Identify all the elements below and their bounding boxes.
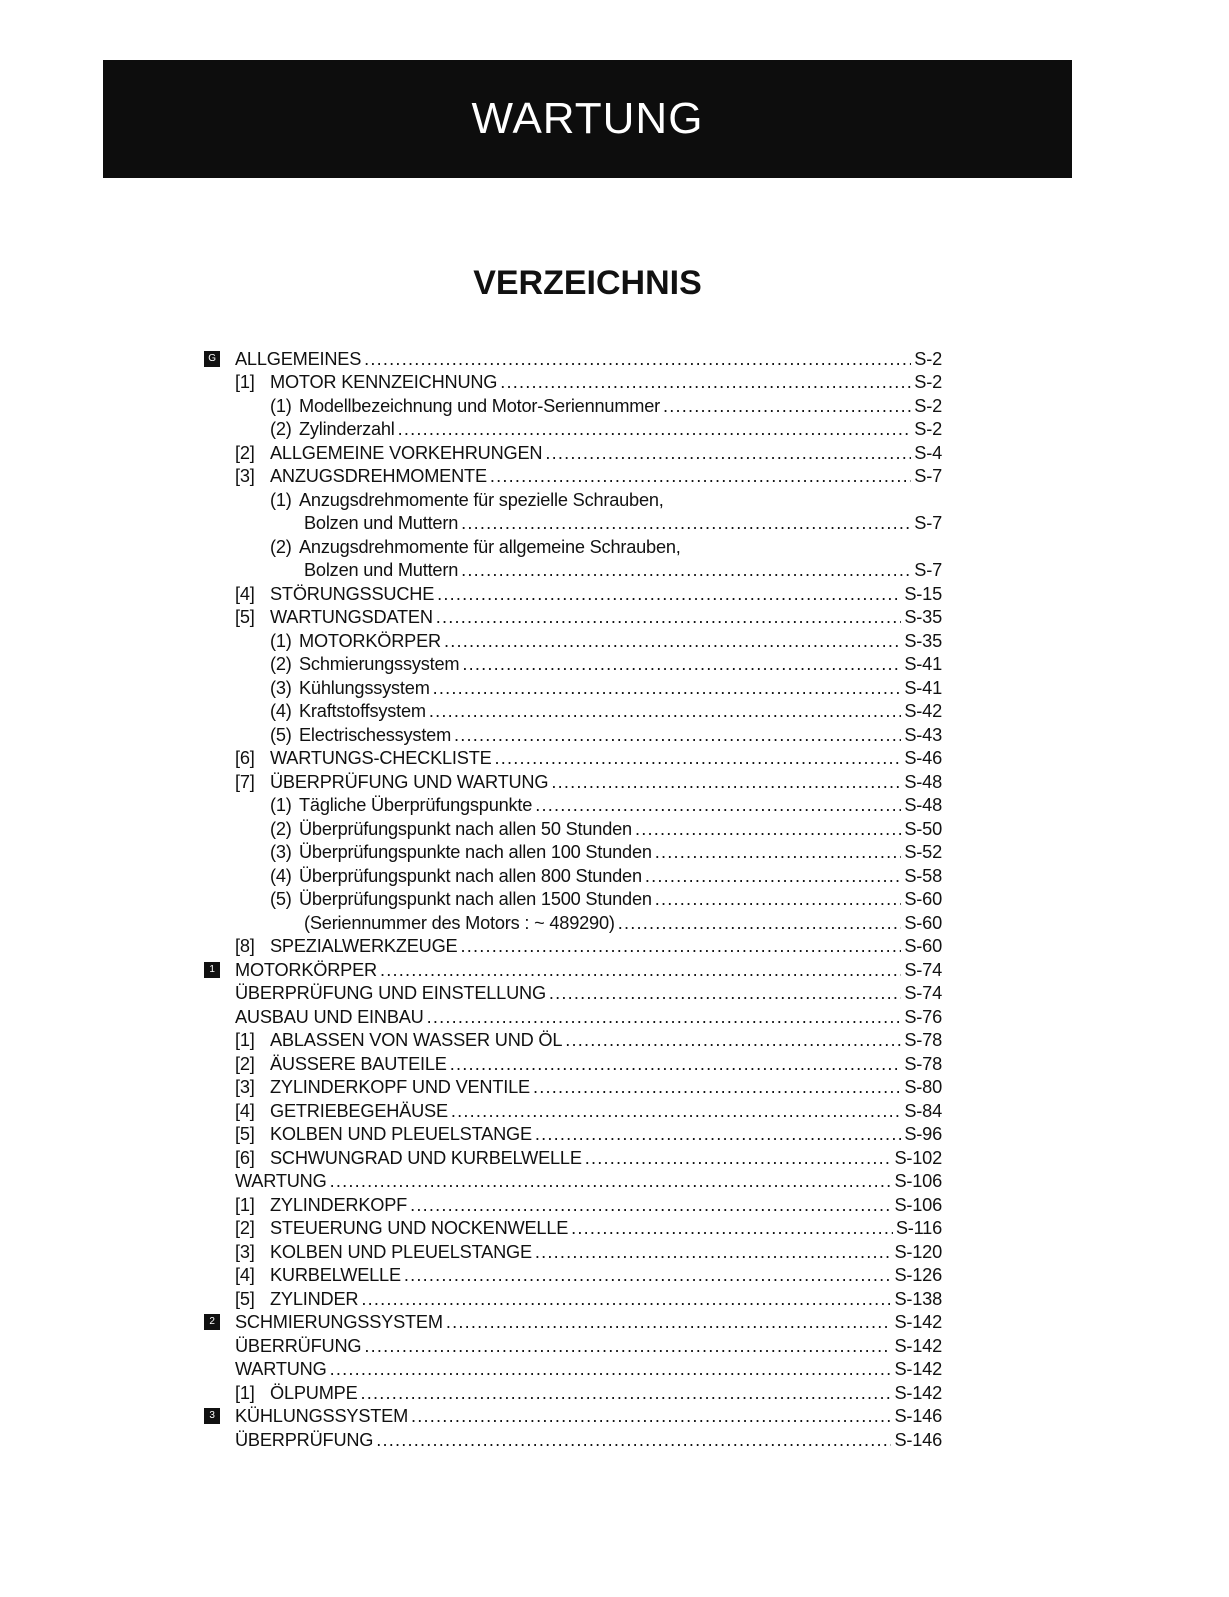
toc-entry-number: (1)	[270, 795, 292, 815]
dot-leader	[451, 1100, 901, 1122]
toc-entry-title: Überprüfungspunkt nach allen 1500 Stunden	[299, 889, 652, 909]
toc-entry	[200, 1380, 942, 1404]
toc-entry-title: ZYLINDERKOPF	[270, 1194, 408, 1215]
toc-entry-title: KURBELWELLE	[270, 1265, 401, 1285]
toc-entry	[200, 1075, 942, 1099]
dot-leader	[454, 724, 901, 746]
toc-entry	[200, 1333, 942, 1357]
toc-entry-number: [5]	[235, 607, 255, 627]
toc-entry-title: Bolzen und Muttern	[304, 560, 459, 580]
toc-entry-number: [3]	[235, 466, 255, 486]
toc-entry-title: ÖLPUMPE	[270, 1382, 358, 1403]
toc-entry	[200, 581, 942, 605]
toc-entry-page: S-142	[894, 1312, 942, 1332]
toc-entry-page: S-60	[904, 912, 942, 933]
toc-entry-page: S-80	[904, 1077, 942, 1097]
toc-entry-title: (Seriennummer des Motors : ~ 489290)	[304, 912, 615, 933]
toc-entry-page: S-76	[904, 1006, 942, 1027]
toc-entry-title: Bolzen und Muttern	[304, 513, 459, 533]
toc-entry	[200, 1357, 942, 1381]
toc-entry-title: WARTUNG	[235, 1359, 327, 1379]
dot-leader	[376, 1429, 891, 1451]
dot-leader	[495, 747, 902, 769]
dot-leader	[361, 1288, 891, 1310]
toc-entry-page: S-58	[904, 865, 942, 886]
dot-leader	[461, 512, 911, 534]
toc-entry-page: S-15	[904, 583, 942, 604]
dot-leader	[436, 606, 902, 628]
toc-entry-title: Schmierungssystem	[299, 654, 460, 674]
dot-leader	[461, 559, 911, 581]
toc-entry	[200, 346, 942, 370]
toc-entry-page: S-116	[895, 1218, 942, 1238]
toc-entry-number: (1)	[270, 395, 292, 416]
toc-entry-number: [1]	[235, 372, 255, 392]
toc-entry-title: ÜBERPRÜFUNG UND WARTUNG	[270, 771, 549, 792]
toc-entry-number: [5]	[235, 1288, 255, 1309]
toc-entry	[200, 605, 942, 629]
toc-entry-page: S-74	[904, 983, 942, 1003]
toc-entry	[200, 934, 942, 958]
toc-entry-page: S-120	[894, 1241, 942, 1262]
toc-entry-title: ÜBERPRÜFUNG UND EINSTELLUNG	[235, 983, 546, 1003]
toc-entry	[200, 769, 942, 793]
toc-entry-number: (1)	[270, 489, 292, 510]
toc-entry	[200, 910, 942, 934]
toc-entry-title: KÜHLUNGSSYSTEM	[235, 1406, 409, 1426]
toc-entry-page: S-78	[904, 1053, 942, 1074]
toc-entry-title: AUSBAU UND EINBAU	[235, 1006, 424, 1027]
toc-entry-title: ÜBERPRÜFUNG	[235, 1429, 374, 1450]
toc-entry-title: Tägliche Überprüfungspunkte	[299, 795, 533, 815]
toc-entry-page: S-78	[904, 1030, 942, 1050]
toc-entry	[200, 1051, 942, 1075]
dot-leader	[410, 1194, 891, 1216]
toc-entry	[200, 675, 942, 699]
toc-entry-number: [8]	[235, 936, 255, 956]
toc-entry-number: (2)	[270, 419, 292, 439]
toc-entry	[200, 1239, 942, 1263]
dot-leader	[411, 1405, 891, 1427]
toc-entry	[200, 1004, 942, 1028]
toc-entry-number: (5)	[270, 889, 292, 909]
toc-entry	[200, 1028, 942, 1052]
toc-entry	[200, 722, 942, 746]
toc-entry-number: [4]	[235, 1100, 255, 1121]
dot-leader	[364, 348, 911, 370]
toc-entry-page: S-142	[894, 1335, 942, 1356]
toc-entry-title: ALLGEMEINE VORKEHRUNGEN	[270, 442, 543, 463]
dot-leader	[404, 1264, 892, 1286]
toc-entry-title: ÄUSSERE BAUTEILE	[270, 1053, 447, 1074]
toc-entry-title: Kraftstoffsystem	[299, 701, 426, 721]
toc-entry-page: S-102	[894, 1147, 942, 1168]
dot-leader	[330, 1170, 892, 1192]
toc-entry	[200, 840, 942, 864]
toc-entry-page: S-7	[914, 513, 942, 533]
toc-entry-page: S-2	[914, 395, 942, 416]
toc-entry	[200, 957, 942, 981]
table-of-contents	[200, 346, 942, 1451]
toc-entry	[200, 652, 942, 676]
dot-leader	[549, 982, 901, 1004]
toc-entry-number: [7]	[235, 771, 255, 792]
toc-entry	[200, 863, 942, 887]
toc-entry-page: S-7	[914, 466, 942, 486]
toc-entry-page: S-48	[904, 771, 942, 792]
toc-entry-number: (3)	[270, 677, 292, 698]
toc-entry-page: S-84	[904, 1100, 942, 1121]
toc-entry-title: Überprüfungspunkt nach allen 800 Stunden	[299, 865, 642, 886]
toc-entry	[200, 417, 942, 441]
toc-entry-page: S-60	[904, 936, 942, 956]
section-marker-icon: 1	[204, 962, 220, 978]
toc-entry-title: MOTORKÖRPER	[299, 630, 441, 651]
toc-entry-number: [1]	[235, 1382, 255, 1403]
toc-entry-title: Kühlungssystem	[299, 677, 430, 698]
dot-leader	[645, 865, 902, 887]
toc-entry-title: Überprüfungspunkt nach allen 50 Stunden	[299, 818, 632, 839]
toc-entry-page: S-96	[904, 1124, 942, 1144]
toc-entry-title: Anzugsdrehmomente für spezielle Schrauben,	[299, 489, 664, 510]
dot-leader	[462, 653, 901, 675]
toc-entry-title: MOTOR KENNZEICHNUNG	[270, 372, 498, 392]
toc-entry-title: Modellbezeichnung und Motor-Seriennummer	[299, 395, 660, 416]
toc-entry	[200, 464, 942, 488]
toc-heading: VERZEICHNIS	[473, 264, 702, 302]
dot-leader	[655, 841, 902, 863]
toc-entry-title: ZYLINDER	[270, 1288, 359, 1309]
dot-leader	[565, 1029, 901, 1051]
toc-entry-number: [6]	[235, 1147, 255, 1168]
toc-entry-title: MOTORKÖRPER	[235, 959, 377, 980]
toc-entry-number: [6]	[235, 748, 255, 768]
toc-entry-title: STEUERUNG UND NOCKENWELLE	[270, 1218, 569, 1238]
toc-entry-title: ALLGEMEINES	[235, 348, 362, 369]
toc-entry	[200, 558, 942, 582]
dot-leader	[571, 1217, 893, 1239]
toc-entry-title: SCHMIERUNGSSYSTEM	[235, 1312, 443, 1332]
dot-leader	[460, 935, 901, 957]
toc-entry-number: [5]	[235, 1124, 255, 1144]
toc-entry-page: S-146	[894, 1406, 942, 1426]
toc-entry	[200, 981, 942, 1005]
toc-entry-page: S-60	[904, 889, 942, 909]
toc-entry-title: SCHWUNGRAD UND KURBELWELLE	[270, 1147, 582, 1168]
toc-entry-title: ZYLINDERKOPF UND VENTILE	[270, 1077, 530, 1097]
toc-entry-title: SPEZIALWERKZEUGE	[270, 936, 458, 956]
toc-entry-number: [1]	[235, 1194, 255, 1215]
toc-entry-number: [1]	[235, 1030, 255, 1050]
toc-entry-page: S-50	[904, 818, 942, 839]
toc-entry-page: S-106	[894, 1194, 942, 1215]
dot-leader	[535, 1123, 901, 1145]
toc-entry	[200, 699, 942, 723]
toc-entry-number: (4)	[270, 701, 292, 721]
toc-entry-title: WARTUNGS-CHECKLISTE	[270, 748, 492, 768]
toc-entry-page: S-7	[914, 560, 942, 580]
toc-entry	[200, 1169, 942, 1193]
toc-entry-page: S-43	[904, 724, 942, 745]
toc-entry-title: WARTUNG	[235, 1171, 327, 1191]
toc-entry-number: [2]	[235, 1218, 255, 1238]
dot-leader	[535, 794, 901, 816]
toc-entry	[200, 1216, 942, 1240]
toc-entry-title: ANZUGSDREHMOMENTE	[270, 466, 487, 486]
dot-leader	[450, 1053, 902, 1075]
dot-leader	[545, 442, 911, 464]
toc-entry	[200, 793, 942, 817]
toc-entry-title: Überprüfungspunkte nach allen 100 Stunden	[299, 842, 652, 862]
section-marker-icon: 2	[204, 1314, 220, 1330]
toc-entry	[200, 628, 942, 652]
toc-entry-number: (4)	[270, 865, 292, 886]
toc-entry-page: S-35	[904, 607, 942, 627]
toc-entry	[200, 393, 942, 417]
toc-entry-title: WARTUNGSDATEN	[270, 607, 433, 627]
toc-entry-title: KOLBEN UND PLEUELSTANGE	[270, 1241, 532, 1262]
dot-leader	[361, 1382, 892, 1404]
dot-leader	[433, 677, 902, 699]
dot-leader	[533, 1076, 901, 1098]
toc-entry-title: ABLASSEN VON WASSER UND ÖL	[270, 1030, 563, 1050]
toc-entry-title: Electrischessystem	[299, 724, 452, 745]
dot-leader	[618, 912, 902, 934]
toc-entry	[200, 370, 942, 394]
toc-entry-title: Anzugsdrehmomente für allgemeine Schrauben,	[299, 536, 681, 557]
dot-leader	[429, 700, 902, 722]
dot-leader	[330, 1358, 892, 1380]
toc-entry	[200, 1263, 942, 1287]
toc-entry-page: S-41	[904, 677, 942, 698]
toc-entry	[200, 1310, 942, 1334]
toc-entry-number: (5)	[270, 724, 292, 745]
dot-leader	[535, 1241, 892, 1263]
section-marker-icon: G	[204, 351, 220, 367]
toc-entry	[200, 534, 942, 558]
section-marker-icon: 3	[204, 1408, 220, 1424]
toc-entry	[200, 511, 942, 535]
toc-entry	[200, 887, 942, 911]
toc-entry-number: [2]	[235, 442, 255, 463]
toc-entry-number: (3)	[270, 842, 292, 862]
toc-entry-page: S-52	[904, 842, 942, 862]
dot-leader	[551, 771, 901, 793]
toc-entry-number: (2)	[270, 536, 292, 557]
toc-entry-page: S-2	[914, 348, 942, 369]
dot-leader	[380, 959, 901, 981]
toc-entry-number: (2)	[270, 654, 292, 674]
toc-entry-number: (2)	[270, 818, 292, 839]
toc-entry	[200, 816, 942, 840]
dot-leader	[490, 465, 911, 487]
dot-leader	[427, 1006, 902, 1028]
toc-entry-number: [3]	[235, 1241, 255, 1262]
toc-entry	[200, 746, 942, 770]
toc-entry-title: GETRIEBEGEHÄUSE	[270, 1100, 448, 1121]
dot-leader	[585, 1147, 892, 1169]
toc-entry	[200, 1192, 942, 1216]
toc-entry-number: (1)	[270, 630, 292, 651]
dot-leader	[437, 583, 901, 605]
toc-entry-page: S-106	[894, 1171, 942, 1191]
toc-entry	[200, 440, 942, 464]
toc-entry	[200, 1145, 942, 1169]
dot-leader	[500, 371, 911, 393]
toc-entry	[200, 1286, 942, 1310]
toc-entry-title: KOLBEN UND PLEUELSTANGE	[270, 1124, 532, 1144]
toc-entry-title: STÖRUNGSSUCHE	[270, 583, 435, 604]
dot-leader	[446, 1311, 892, 1333]
toc-entry-page: S-48	[904, 795, 942, 815]
page-header-title: WARTUNG	[471, 94, 704, 143]
toc-entry-page: S-2	[914, 419, 942, 439]
dot-leader	[364, 1335, 891, 1357]
toc-entry-title: ÜBERRÜFUNG	[235, 1335, 362, 1356]
toc-entry-page: S-41	[904, 654, 942, 674]
toc-entry-page: S-142	[894, 1359, 942, 1379]
toc-entry-page: S-138	[894, 1288, 942, 1309]
toc-entry-number: [2]	[235, 1053, 255, 1074]
toc-entry	[200, 1427, 942, 1451]
toc-entry	[200, 487, 942, 511]
dot-leader	[655, 888, 902, 910]
toc-entry	[200, 1404, 942, 1428]
toc-entry-page: S-2	[914, 372, 942, 392]
toc-entry	[200, 1098, 942, 1122]
toc-entry	[200, 1122, 942, 1146]
dot-leader	[398, 418, 912, 440]
toc-entry-number: [3]	[235, 1077, 255, 1097]
dot-leader	[635, 818, 901, 840]
toc-entry-page: S-146	[894, 1429, 942, 1450]
toc-entry-page: S-126	[894, 1265, 942, 1285]
toc-entry-number: [4]	[235, 583, 255, 604]
toc-entry-page: S-46	[904, 748, 942, 768]
toc-entry-page: S-35	[904, 630, 942, 651]
dot-leader	[444, 630, 901, 652]
header-bar	[103, 60, 1072, 178]
toc-entry-number: [4]	[235, 1265, 255, 1285]
toc-entry-title: Zylinderzahl	[299, 419, 395, 439]
dot-leader	[663, 395, 911, 417]
toc-entry-page: S-142	[894, 1382, 942, 1403]
toc-entry-page: S-42	[904, 701, 942, 721]
toc-entry-page: S-4	[914, 442, 942, 463]
toc-entry-page: S-74	[904, 959, 942, 980]
